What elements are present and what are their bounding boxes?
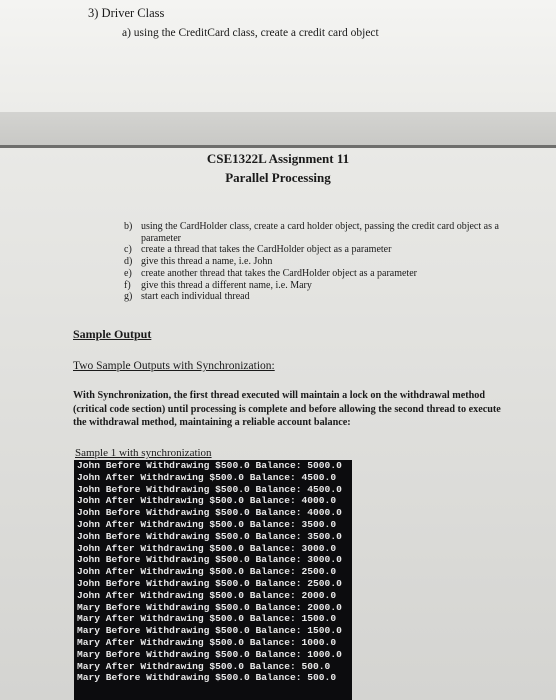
step-text: using the CardHolder class, create a card holder object, passing the credit card object as a parameter [141,221,499,244]
page-subtitle: Parallel Processing [225,170,331,185]
console-line: Mary Before Withdrawing $500.0 Balance: 500.0 [77,672,337,684]
step-text: create another thread that takes the CardHolder object as a parameter [141,267,417,279]
console-line: Mary Before Withdrawing $500.0 Balance: 1000.0 [77,648,342,660]
section-heading: 3) Driver Class [88,6,165,20]
list-item [124,221,504,244]
console-line: John After Withdrawing $500.0 Balance: 4500.0 [77,471,337,483]
console-line: John After Withdrawing $500.0 Balance: 3000.0 [77,542,337,554]
console-line: John After Withdrawing $500.0 Balance: 2500.0 [77,566,337,578]
console-line: John After Withdrawing $500.0 Balance: 3500.0 [77,518,337,530]
two-samples-heading: Two Sample Outputs with Synchronization: [73,360,275,372]
console-line: John Before Withdrawing $500.0 Balance: 4500.0 [77,483,342,495]
section-item-a: a) using the CreditCard class, create a credit card object [122,27,379,39]
step-label: e) [124,267,132,279]
console-line: Mary After Withdrawing $500.0 Balance: 1500.0 [77,613,337,625]
console-line: John After Withdrawing $500.0 Balance: 2000.0 [77,589,337,601]
step-text: create a thread that takes the CardHolder object as a parameter [141,244,392,256]
step-list [124,221,504,303]
console-line: John Before Withdrawing $500.0 Balance: 3500.0 [77,530,342,542]
list-item [124,268,504,280]
console-output [74,460,352,700]
console-line: John Before Withdrawing $500.0 Balance: 4000.0 [77,507,342,519]
console-line: John Before Withdrawing $500.0 Balance: 2500.0 [77,577,342,589]
step-label: d) [124,256,133,268]
synchronization-paragraph: With Synchronization, the first thread executed will maintain a lock on the withdrawal method (critical code section) until processing is complete and before allowing the second thread to execute the withdrawal method, maintaining a reliable account balance: [73,390,501,428]
list-item [124,256,504,268]
console-line: John Before Withdrawing $500.0 Balance: 5000.0 [77,460,342,471]
console-line: John Before Withdrawing $500.0 Balance: 3000.0 [77,554,342,566]
list-item [124,244,504,256]
step-label: f) [124,279,131,291]
step-text: give this thread a name, i.e. John [141,256,273,268]
step-label: g) [124,291,133,303]
list-item [124,280,504,292]
console-line: John After Withdrawing $500.0 Balance: 4000.0 [77,495,337,507]
step-text: give this thread a different name, i.e. Mary [141,279,312,291]
sample-output-heading: Sample Output [73,327,152,341]
previous-page [0,0,556,112]
sample1-heading: Sample 1 with synchronization [75,447,212,459]
page-gap [0,112,556,148]
step-label: c) [124,244,132,256]
list-item [124,291,504,303]
step-text: start each individual thread [141,291,250,303]
console-line: Mary After Withdrawing $500.0 Balance: 500.0 [77,660,331,672]
page-title: CSE1322L Assignment 11 [206,151,350,166]
console-line: Mary Before Withdrawing $500.0 Balance: 2000.0 [77,601,342,613]
console-line: Mary Before Withdrawing $500.0 Balance: 1500.0 [77,625,342,637]
step-label: b) [124,221,133,232]
console-line: Mary After Withdrawing $500.0 Balance: 1000.0 [77,636,337,648]
